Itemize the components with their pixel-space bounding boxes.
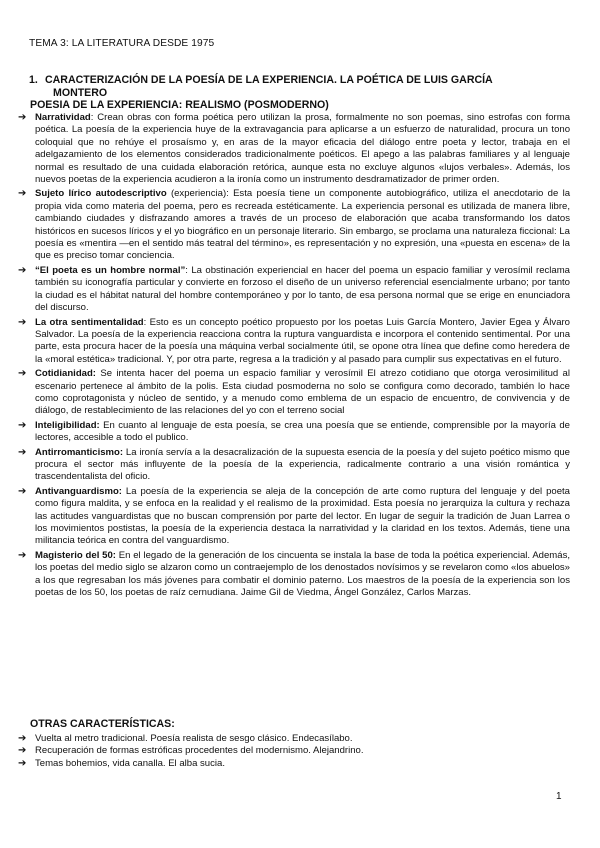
item-term: Sujeto lírico autodescriptivo	[35, 188, 167, 200]
page-number: 1	[556, 791, 562, 802]
characteristics-list	[18, 112, 570, 601]
subheading-realismo: POESIA DE LA EXPERIENCIA: REALISMO (POSMODERNO)	[30, 99, 329, 111]
item-text: (experiencia): Esta poesía tiene un componente autobiográfico, utiliza el anecdotario de la propia vida como materia del poema, pero es recreada estéticamente. La experiencia personal es utilizada de manera libre, cambiando ciudades y disfrazando amores a través de un proceso de elaboración que acaba transformando los datos históricos en sucesos líricos y el yo biográfico en un personaje literario. Sin embargo, se proclama una naturaleza ficcional: La poesía es «mentira —en el sentido más teatral del término», es representación y no expresión, una «puesta en escena» de la que es preciso tomar conciencia.	[35, 188, 570, 262]
arrow-bullet-icon: ➔	[18, 485, 27, 497]
other-characteristics-list	[18, 733, 570, 770]
section-title-line1: CARACTERIZACIÓN DE LA POESÍA DE LA EXPERIENCIA. LA POÉTICA DE LUIS GARCÍA	[45, 74, 493, 86]
item-text: : La obstinación experiencial en hacer del poema un espacio familiar y verosímil reclama también su iconografía particular y convierte en forzoso el diseño de un universo referencial esencialmente urbano; por tanto la ciudad es el hábitat natural del hombre contemporáneo y por lo tanto, de esa persona normal que se erige en enunciadora del discurso.	[35, 264, 570, 314]
item-text: En el legado de la generación de los cincuenta se instala la base de toda la poética experiencial. Además, los poetas del medio siglo se alzaron como un contraejemplo de los denostados novísimos y se revelaron como «los abuelos» a los que regresaban los más jóvenes para combatir el dominio paterno. Los maestros de la poesía de la experiencia son los poetas de los 50, los poetas de raíz cernudiana. Jaime Gil de Viedma, Ángel González, Carlos Marzas.	[35, 549, 570, 599]
arrow-bullet-icon: ➔	[18, 316, 27, 328]
arrow-bullet-icon: ➔	[18, 264, 27, 276]
list-item-other	[18, 758, 570, 770]
item-text: : Esto es un concepto poético propuesto por los poetas Luis García Montero, Javier Egea y Álvaro Salvador. La poesía de la experiencia reacciona contra la ruptura vanguardista e incorpora el contenido sentimental. Por una parte, esta procura hacer de la poesía una máquina verbal socialmente útil, se opone otra línea que define como heredera de la «moral estética» tradicional. Y, por otra parte, regresa a la tradición y al pasado para cumplir sus expectativas en el futuro.	[35, 316, 570, 365]
item-text: Se intenta hacer del poema un espacio familiar y verosímil El atrezo cotidiano que otorga verosimilitud al escenario pertenece al ámbito de la polis. Esta ciudad posmoderna no solo se configura como decorado, también lo hace como coprotagonista y núcleo de sentido, y a menudo como emblema de un espacio de encuentro, de convivencia y de diálogo, de restablecimiento de las relaciones del yo con el terreno social	[35, 368, 570, 417]
item-term: Narratividad	[35, 112, 91, 123]
item-term: Antivanguardismo:	[35, 485, 122, 497]
list-item-other	[18, 745, 570, 757]
item-text: La poesía de la experiencia se aleja de la concepción de arte como ruptura del lenguaje y del poeta como figura maldita, y se enfoca en la realidad y el realismo de la proximidad. Esta poesía no jerarquiza la cultura y rechaza las actitudes vanguardistas que no buscan comprensión por parte del lector. En lugar de seguir la tradición de Juan Larrea o los movimientos postistas, la poesía de la experiencia destaca la narratividad y la claridad en los textos. Además, tiene una militancia teórica en contra del vanguardismo.	[35, 485, 570, 547]
section-title-line2: MONTERO	[53, 86, 108, 99]
section-heading	[29, 74, 569, 99]
arrow-bullet-icon: ➔	[18, 188, 27, 200]
item-term: “El poeta es un hombre normal”	[35, 264, 186, 276]
list-item-other	[18, 733, 570, 745]
item-text: Temas bohemios, vida canalla. El alba sucia.	[35, 757, 225, 769]
list-item-antivanguardismo	[18, 486, 570, 548]
item-text: Recuperación de formas estróficas procedentes del modernismo. Alejandrino.	[35, 745, 364, 757]
item-term: Antirromanticismo:	[35, 446, 124, 458]
item-term: Cotidianidad:	[35, 368, 96, 380]
list-item-magisterio-50	[18, 550, 570, 600]
subheading-otras: OTRAS CARACTERÍSTICAS:	[30, 718, 175, 730]
list-item-otra-sentimentalidad	[18, 317, 570, 367]
item-text: Vuelta al metro tradicional. Poesía realista de sesgo clásico. Endecasílabo.	[35, 733, 353, 744]
arrow-bullet-icon: ➔	[18, 419, 27, 431]
arrow-bullet-icon: ➔	[18, 733, 27, 744]
list-item-antirromanticismo	[18, 447, 570, 484]
list-item-poeta-normal	[18, 265, 570, 315]
list-item-cotidianidad	[18, 368, 570, 418]
arrow-bullet-icon: ➔	[18, 112, 27, 123]
list-item-sujeto-lirico	[18, 188, 570, 262]
arrow-bullet-icon: ➔	[18, 745, 27, 757]
arrow-bullet-icon: ➔	[18, 368, 27, 380]
section-number: 1.	[29, 74, 38, 86]
item-term: La otra sentimentalidad	[35, 316, 144, 328]
item-term: Magisterio del 50:	[35, 549, 116, 561]
arrow-bullet-icon: ➔	[18, 446, 27, 458]
item-term: Inteligibilidad:	[35, 419, 100, 431]
item-text: : Crean obras con forma poética pero utilizan la prosa, formalmente no son poemas, sino estrofas con forma poética. La poesía de la experiencia huye de la extravagancia para aplicarse a un esfuerzo de naturalidad, procura un tono coloquial que no rehúye el prosaísmo y, en aras de la mayor eficacia del diálogo entre poeta y lector, trabaja en el adelgazamiento de los elementos considerados tradicionalmente poéticos. El apego a las palabras familiares y al lenguaje normal es resultado de una cuidada elaboración retórica, aunque esta no excluye algunos «lujos verbales». Además, los nuevos poetas de la experiencia acudieron a la ironía como un instrumento desdramatizador de primer orden.	[35, 112, 570, 186]
list-item-inteligibilidad	[18, 420, 570, 445]
arrow-bullet-icon: ➔	[18, 549, 27, 561]
arrow-bullet-icon: ➔	[18, 757, 27, 769]
list-item-narratividad	[18, 112, 570, 186]
item-text: En cuanto al lenguaje de esta poesía, se crea una poesía que se entiende, comprensible por la mayoría de lectores, accesible a todo el publico.	[35, 419, 570, 444]
document-title: TEMA 3: LA LITERATURA DESDE 1975	[29, 38, 215, 49]
item-text: La ironía servía a la desacralización de la supuesta esencia de la poesía y del sujeto poético mismo que procura el sector más influyente de la poesía de la experiencia, radicalmente contrario a una visión romántica y trascendentalista del oficio.	[35, 446, 570, 483]
